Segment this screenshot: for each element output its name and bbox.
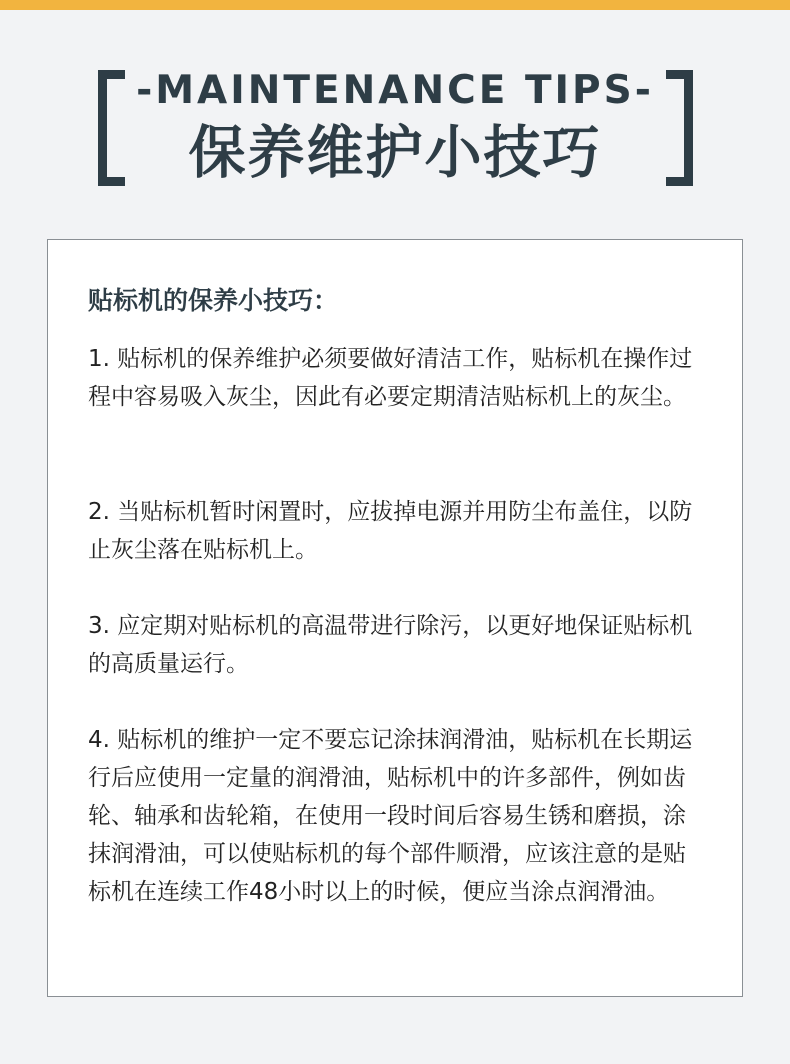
- tip-paragraph-2: 2. 当贴标机暂时闲置时，应拔掉电源并用防尘布盖住，以防止灰尘落在贴标机上。: [88, 499, 693, 563]
- tip-paragraph-1: 1. 贴标机的保养维护必须要做好清洁工作，贴标机在操作过程中容易吸入灰尘，因此有必要定期清洁贴标机上的灰尘。: [88, 346, 693, 410]
- card-heading: 贴标机的保养小技巧：: [88, 286, 339, 315]
- top-accent-bar: [0, 0, 790, 10]
- tip-paragraph-4: 4. 贴标机的维护一定不要忘记涂抹润滑油，贴标机在长期运行后应使用一定量的润滑油，贴标机中的许多部件，例如齿轮、轴承和齿轮箱，在使用一段时间后容易生锈和磨损，涂抹润滑油，可以使贴标机的每个部件顺滑，应该注意的是贴标机在连续工作48小时以上的时候，便应当涂点润滑油。: [88, 727, 693, 905]
- tip-paragraph-3: 3. 应定期对贴标机的高温带进行除污，以更好地保证贴标机的高质量运行。: [88, 613, 693, 677]
- english-subtitle: -MAINTENANCE TIPS-: [136, 68, 654, 113]
- tips-card: [47, 239, 743, 997]
- page-title: 保养维护小技巧: [188, 120, 602, 186]
